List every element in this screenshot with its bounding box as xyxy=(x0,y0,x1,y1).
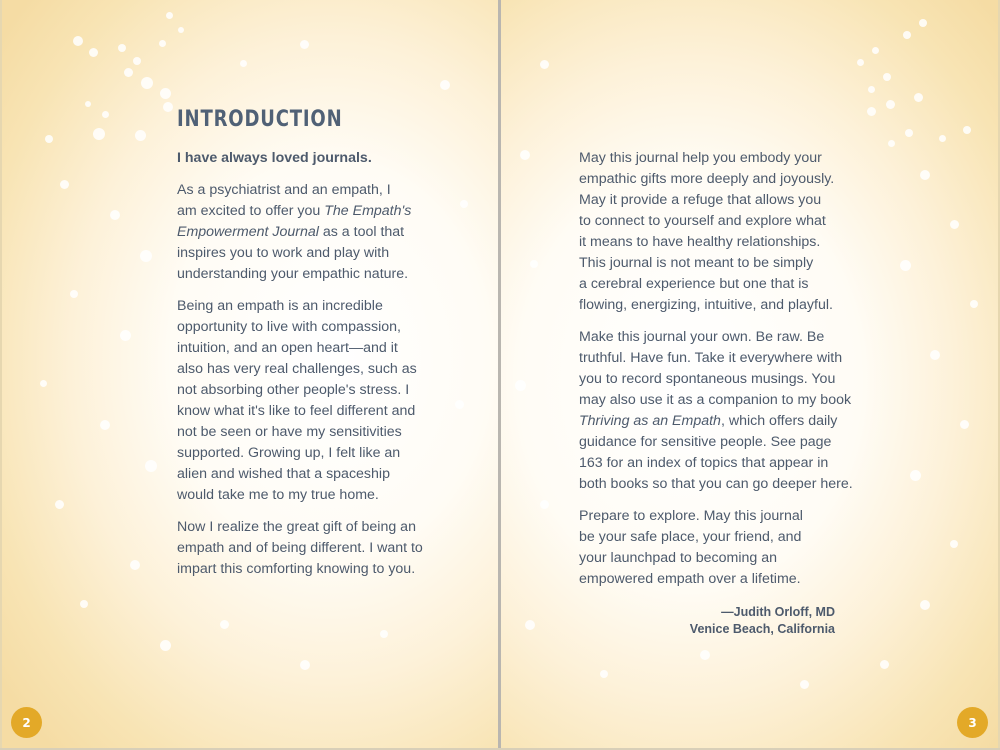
bokeh-dot xyxy=(120,330,131,341)
bokeh-dot xyxy=(963,126,971,134)
bokeh-dot xyxy=(55,500,64,509)
bokeh-dot xyxy=(525,620,535,630)
text-line: flowing, energizing, intuitive, and playful. xyxy=(579,297,833,313)
text-line: Make this journal your own. Be raw. Be xyxy=(579,329,825,345)
bokeh-dot xyxy=(130,560,140,570)
text-line: May it provide a refuge that allows you xyxy=(579,192,822,208)
text-line: you to record spontaneous musings. You xyxy=(579,371,836,387)
bokeh-dot xyxy=(900,260,911,271)
bokeh-dot xyxy=(520,150,530,160)
bokeh-dot xyxy=(880,660,889,669)
text-line: Now I realize the great gift of being an xyxy=(177,519,416,535)
bokeh-dot xyxy=(100,420,110,430)
bokeh-dot xyxy=(73,36,83,46)
bokeh-dot xyxy=(886,100,895,109)
text-line: know what it's like to feel different and xyxy=(177,403,416,419)
bokeh-dot xyxy=(300,40,309,49)
bokeh-dot xyxy=(919,19,927,27)
paragraph-1 xyxy=(579,148,859,316)
bokeh-dot xyxy=(530,260,538,268)
bokeh-dot xyxy=(939,135,946,142)
page-number-badge: 2 xyxy=(11,707,42,738)
bokeh-dot xyxy=(914,93,923,102)
bokeh-dot xyxy=(240,60,247,67)
bokeh-dot xyxy=(70,290,78,298)
text-line: intuition, and an open heart—and it xyxy=(177,340,398,356)
bokeh-dot xyxy=(300,660,310,670)
bokeh-dot xyxy=(102,111,109,118)
bokeh-dot xyxy=(163,102,173,112)
book-gutter-divider xyxy=(498,0,501,750)
text-line: This journal is not meant to be simply xyxy=(579,255,814,271)
bokeh-dot xyxy=(166,12,173,19)
bokeh-dot xyxy=(135,130,146,141)
bokeh-dot xyxy=(45,135,53,143)
text-span: am excited to offer you xyxy=(177,203,325,219)
bokeh-dot xyxy=(920,600,930,610)
paragraph-2 xyxy=(177,296,437,506)
paragraph-2 xyxy=(579,327,859,495)
text-line: supported. Growing up, I felt like an xyxy=(177,445,401,461)
bokeh-dot xyxy=(159,40,166,47)
text-line: would take me to my true home. xyxy=(177,487,379,503)
bokeh-dot xyxy=(857,59,864,66)
bokeh-dot xyxy=(540,500,549,509)
text-line xyxy=(177,201,437,222)
text-line: guidance for sensitive people. See page xyxy=(579,434,832,450)
bokeh-dot xyxy=(89,48,98,57)
bokeh-dot xyxy=(920,170,930,180)
bokeh-dot xyxy=(600,670,608,678)
text-line: alien and wished that a spaceship xyxy=(177,466,390,482)
bokeh-dot xyxy=(800,680,809,689)
bokeh-dot xyxy=(867,107,876,116)
text-line: Being an empath is an incredible xyxy=(177,298,383,314)
text-line: understanding your empathic nature. xyxy=(177,266,409,282)
paragraph-3 xyxy=(177,517,437,580)
text-span: , which offers daily xyxy=(720,413,838,429)
author-name: —Judith Orloff, MD xyxy=(721,605,835,619)
text-line: empowered empath over a lifetime. xyxy=(579,571,801,587)
bokeh-dot xyxy=(160,88,171,99)
book-title: Thriving as an Empath xyxy=(579,413,721,429)
bokeh-dot xyxy=(80,600,88,608)
text-line: may also use it as a companion to my book xyxy=(579,392,852,408)
bokeh-dot xyxy=(118,44,126,52)
bokeh-dot xyxy=(440,80,450,90)
right-page xyxy=(500,0,1000,750)
bokeh-dot xyxy=(700,650,710,660)
author-location: Venice Beach, California xyxy=(689,622,835,636)
book-title: The Empath's xyxy=(324,203,412,219)
text-line xyxy=(177,222,437,243)
bokeh-dot xyxy=(133,57,141,65)
right-page-content xyxy=(579,148,859,638)
bokeh-dot xyxy=(950,540,958,548)
bokeh-dot xyxy=(40,380,47,387)
text-line: it means to have healthy relationships. xyxy=(579,234,821,250)
bokeh-dot xyxy=(883,73,891,81)
text-line: not be seen or have my sensitivities xyxy=(177,424,402,440)
text-line: also has very real challenges, such as xyxy=(177,361,417,377)
bokeh-dot xyxy=(888,140,895,147)
bokeh-dot xyxy=(455,400,464,409)
text-line: Prepare to explore. May this journal xyxy=(579,508,803,524)
bokeh-dot xyxy=(380,630,388,638)
text-line: impart this comforting knowing to you. xyxy=(177,561,416,577)
book-title: Empowerment Journal xyxy=(177,224,319,240)
text-line xyxy=(579,411,859,432)
text-span: as a tool that xyxy=(318,224,405,240)
text-line: a cerebral experience but one that is xyxy=(579,276,809,292)
text-line: opportunity to live with compassion, xyxy=(177,319,401,335)
bokeh-dot xyxy=(960,420,969,429)
bokeh-dot xyxy=(110,210,120,220)
page-edge-left xyxy=(0,0,2,750)
bokeh-dot xyxy=(124,68,133,77)
page-number-badge: 3 xyxy=(957,707,988,738)
bokeh-dot xyxy=(910,470,921,481)
left-page-content xyxy=(177,106,437,591)
bokeh-dot xyxy=(970,300,978,308)
text-line: both books so that you can go deeper here. xyxy=(579,476,853,492)
lead-sentence: I have always loved journals. xyxy=(177,150,372,166)
bokeh-dot xyxy=(930,350,940,360)
bokeh-dot xyxy=(60,180,69,189)
text-line: to connect to yourself and explore what xyxy=(579,213,826,229)
bokeh-dot xyxy=(220,620,229,629)
bokeh-dot xyxy=(872,47,879,54)
bokeh-dot xyxy=(141,77,153,89)
text-line: inspires you to work and play with xyxy=(177,245,390,261)
text-line: be your safe place, your friend, and xyxy=(579,529,802,545)
text-line: not absorbing other people's stress. I xyxy=(177,382,410,398)
bokeh-dot xyxy=(140,250,152,262)
bokeh-dot xyxy=(950,220,959,229)
signature-block xyxy=(579,604,859,638)
bokeh-dot xyxy=(905,129,913,137)
text-line: empathic gifts more deeply and joyously. xyxy=(579,171,835,187)
text-line: As a psychiatrist and an empath, I xyxy=(177,182,391,198)
bokeh-dot xyxy=(85,101,91,107)
bokeh-dot xyxy=(178,27,184,33)
bokeh-dot xyxy=(515,380,526,391)
bokeh-dot xyxy=(145,460,157,472)
bokeh-dot xyxy=(93,128,105,140)
bokeh-dot xyxy=(903,31,911,39)
text-line: 163 for an index of topics that appear in xyxy=(579,455,829,471)
bokeh-dot xyxy=(460,200,468,208)
paragraph-1 xyxy=(177,180,437,285)
text-line: your launchpad to becoming an xyxy=(579,550,777,566)
bokeh-dot xyxy=(868,86,875,93)
page-title: INTRODUCTION xyxy=(177,107,343,132)
text-line: truthful. Have fun. Take it everywhere with xyxy=(579,350,843,366)
text-line: May this journal help you embody your xyxy=(579,150,822,166)
paragraph-3 xyxy=(579,506,859,590)
bokeh-dot xyxy=(540,60,549,69)
bokeh-dot xyxy=(160,640,171,651)
text-line: empath and of being different. I want to xyxy=(177,540,423,556)
